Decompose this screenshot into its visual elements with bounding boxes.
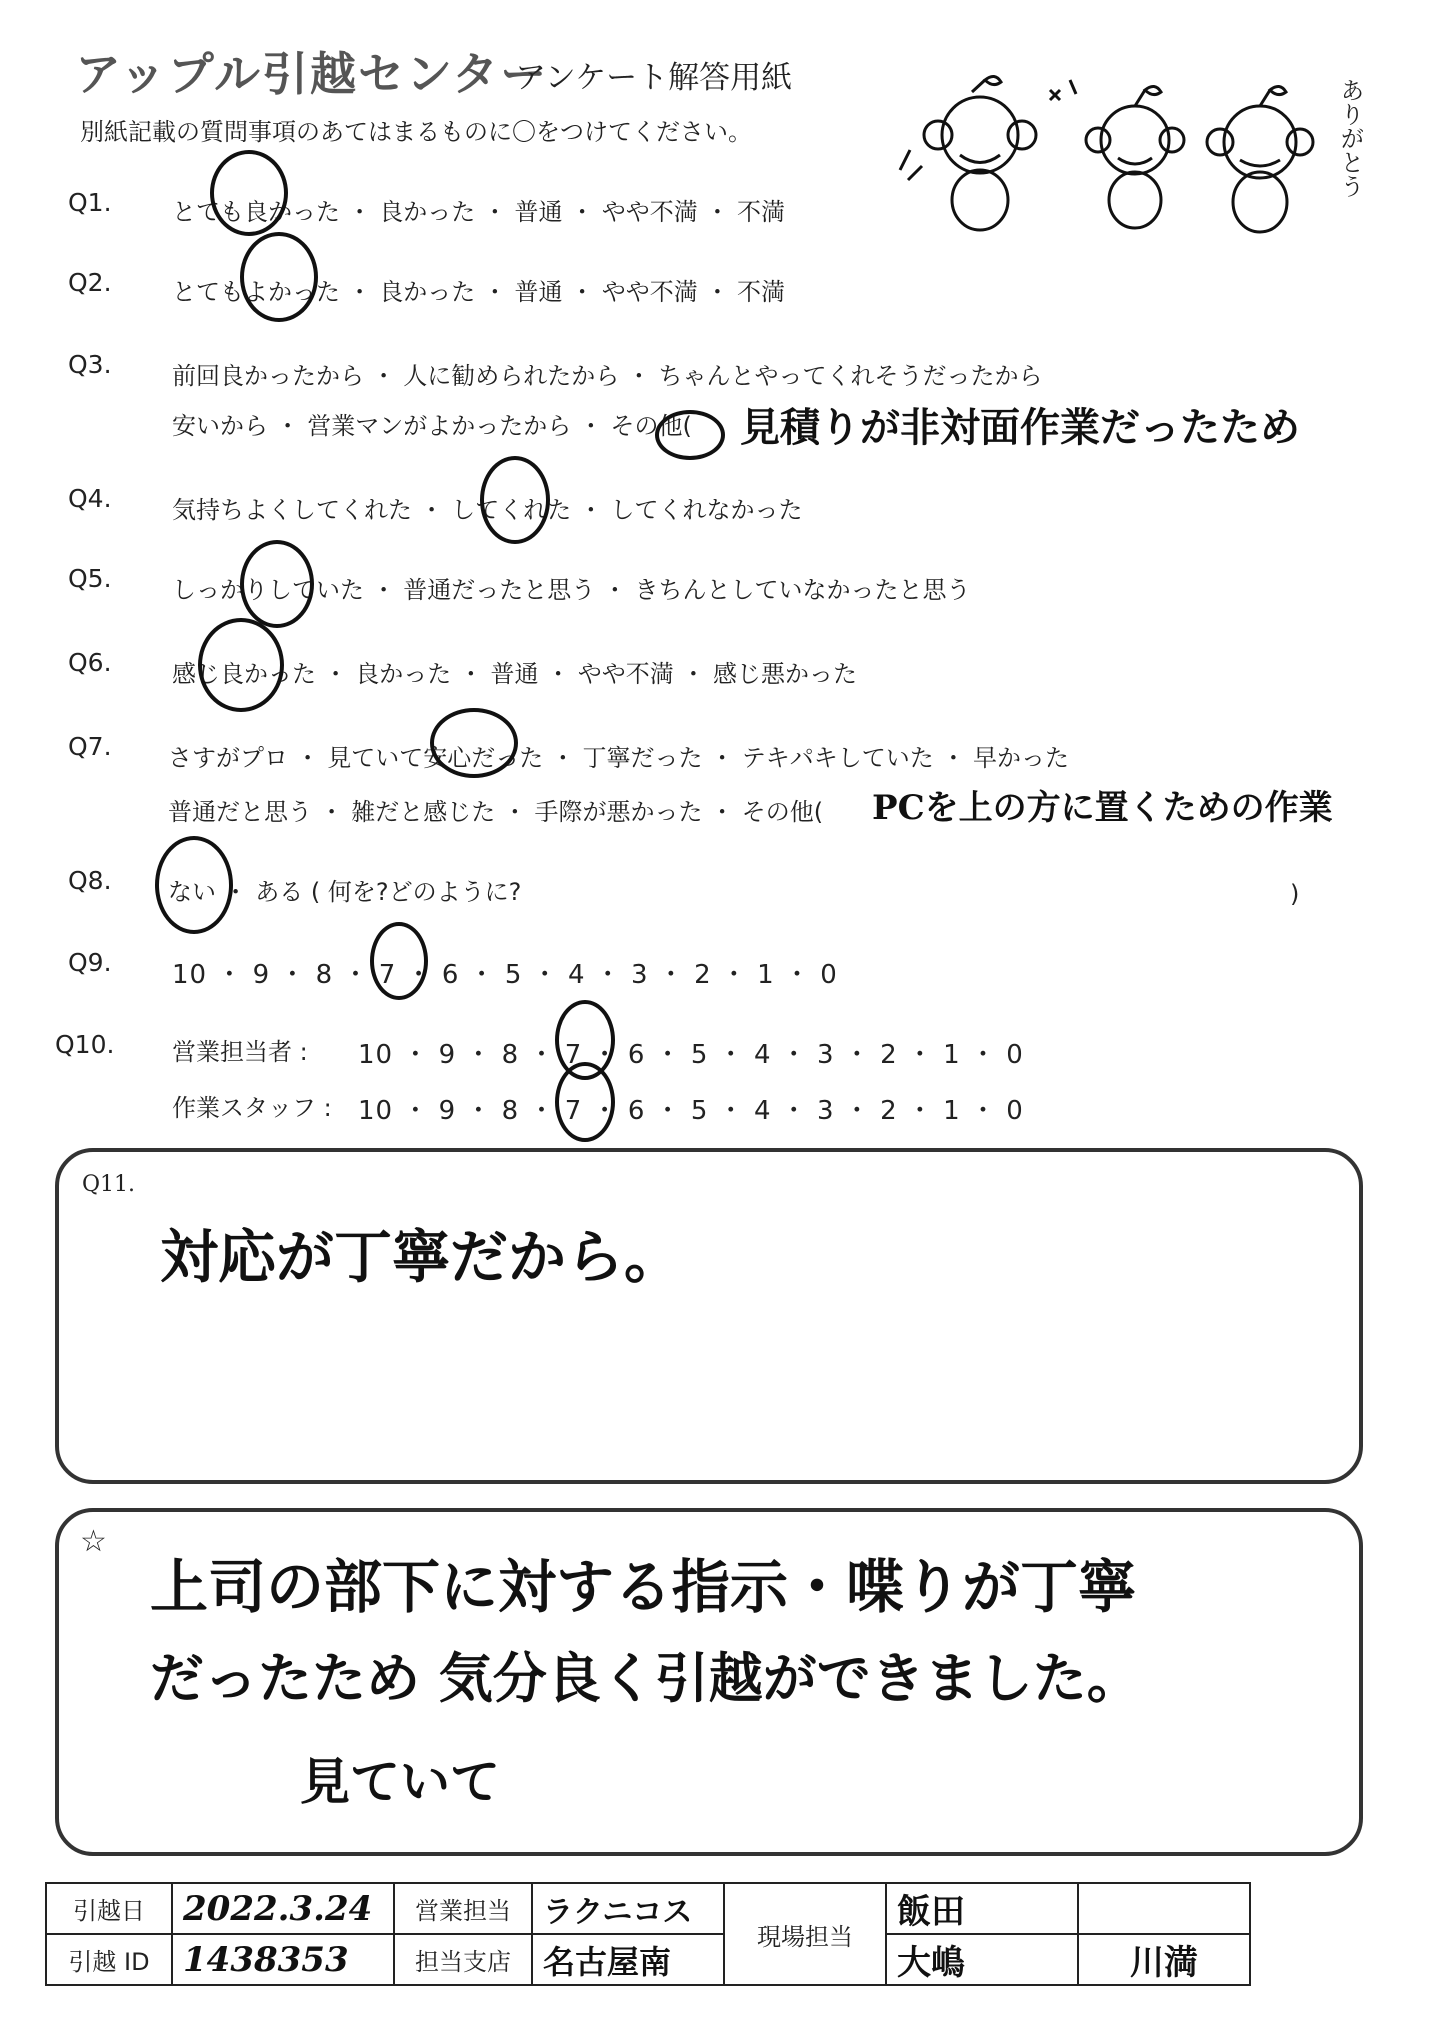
q4-label: Q4. [68, 484, 112, 513]
q10-staff-answer-circle [555, 1062, 615, 1142]
mascot-monkeys-illustration [890, 60, 1360, 240]
q11-answer-box [55, 1148, 1363, 1484]
q11-label: Q11. [82, 1172, 136, 1197]
branch-value: 名古屋南 [532, 1934, 724, 1985]
q5-options: しっかりしていた ・ 普通だったと思う ・ きちんとしていなかったと思う [172, 576, 971, 604]
q7-other-answer: PCを上の方に置くための作業 [872, 788, 1333, 828]
move-id-label: 引越 ID [46, 1934, 172, 1985]
site-staff-2: 大嶋 [886, 1934, 1078, 1985]
q9-answer-circle [370, 922, 428, 1000]
q10-sales-scale: 10 ・ 9 ・ 8 ・ 7 ・ 6 ・ 5 ・ 4 ・ 3 ・ 2 ・ 1 ・ 0 [358, 1040, 1024, 1070]
q6-answer-circle [198, 618, 284, 712]
site-staff-1: 飯田 [886, 1883, 1078, 1934]
comment-line-2: だったため 気分良く引越ができました。 [150, 1646, 1141, 1710]
q10-sales-label: 営業担当者 : [172, 1038, 308, 1066]
q9-label: Q9. [68, 948, 112, 977]
footer-info-table [45, 1882, 1251, 1986]
site-staff-label: 現場担当 [724, 1883, 886, 1985]
mascot-caption: ありがとう [1336, 78, 1364, 198]
q10-staff-scale: 10 ・ 9 ・ 8 ・ 7 ・ 6 ・ 5 ・ 4 ・ 3 ・ 2 ・ 1 ・ 0 [358, 1096, 1024, 1126]
q7-answer-circle [430, 708, 518, 778]
q10-staff-label: 作業スタッフ : [172, 1094, 332, 1122]
site-staff-3: 川満 [1078, 1934, 1250, 1985]
q8-close-paren: ) [1290, 880, 1300, 908]
q4-options: 気持ちよくしてくれた ・ してくれた ・ してくれなかった [172, 496, 803, 524]
q3-options-line1: 前回良かったから ・ 人に勧められたから ・ ちゃんとやってくれそうだったから [172, 362, 1043, 390]
sales-rep-value: ラクニコス [532, 1883, 724, 1934]
comment-insert-text: 見ていて [300, 1752, 500, 1811]
site-staff-empty [1078, 1883, 1250, 1934]
q1-options: とても良かった ・ 良かった ・ 普通 ・ やや不満 ・ 不満 [172, 198, 786, 226]
q3-other-answer: 見積りが非対面作業だったため [740, 404, 1300, 451]
q1-label: Q1. [68, 188, 112, 217]
q2-label: Q2. [68, 268, 112, 297]
survey-subtitle: アンケート解答用紙 [515, 60, 793, 96]
comment-star-label: ☆ [80, 1524, 107, 1559]
q10-label: Q10. [55, 1030, 115, 1059]
q1-answer-circle [210, 150, 288, 236]
comment-line-1: 上司の部下に対する指示・喋りが丁寧 [150, 1553, 1137, 1621]
q11-answer: 対応が丁寧だから。 [160, 1223, 683, 1291]
q4-answer-circle [480, 456, 550, 544]
q3-label: Q3. [68, 350, 112, 379]
q2-options: とてもよかった ・ 良かった ・ 普通 ・ やや不満 ・ 不満 [172, 278, 786, 306]
sales-rep-label: 営業担当 [394, 1883, 532, 1934]
q8-label: Q8. [68, 866, 112, 895]
move-date-value: 2022.3.24 [172, 1883, 394, 1934]
q7-options-line2: 普通だと思う ・ 雑だと感じた ・ 手際が悪かった ・ その他( [168, 798, 824, 826]
q7-label: Q7. [68, 732, 112, 761]
q8-options: ない ・ ある ( 何を?どのように? [168, 878, 522, 906]
q8-answer-circle [155, 836, 233, 934]
q5-label: Q5. [68, 564, 112, 593]
branch-label: 担当支店 [394, 1934, 532, 1985]
survey-title: アップル引越センター [75, 47, 549, 101]
q6-label: Q6. [68, 648, 112, 677]
q9-scale: 10 ・ 9 ・ 8 ・ 7 ・ 6 ・ 5 ・ 4 ・ 3 ・ 2 ・ 1 ・ 0 [172, 960, 838, 990]
q3-answer-circle [655, 410, 725, 460]
q5-answer-circle [240, 540, 314, 628]
q3-options-line2: 安いから ・ 営業マンがよかったから ・ その他( [172, 412, 692, 440]
q6-options: 感じ良かった ・ 良かった ・ 普通 ・ やや不満 ・ 感じ悪かった [172, 660, 858, 688]
move-date-label: 引越日 [46, 1883, 172, 1934]
instruction-text: 別紙記載の質問事項のあてはまるものに〇をつけてください。 [80, 118, 752, 146]
q2-answer-circle [240, 232, 318, 322]
move-id-value: 1438353 [172, 1934, 394, 1985]
q7-options-line1: さすがプロ ・ 見ていて安心だった ・ 丁寧だった ・ テキパキしていた ・ 早かった [168, 744, 1070, 772]
